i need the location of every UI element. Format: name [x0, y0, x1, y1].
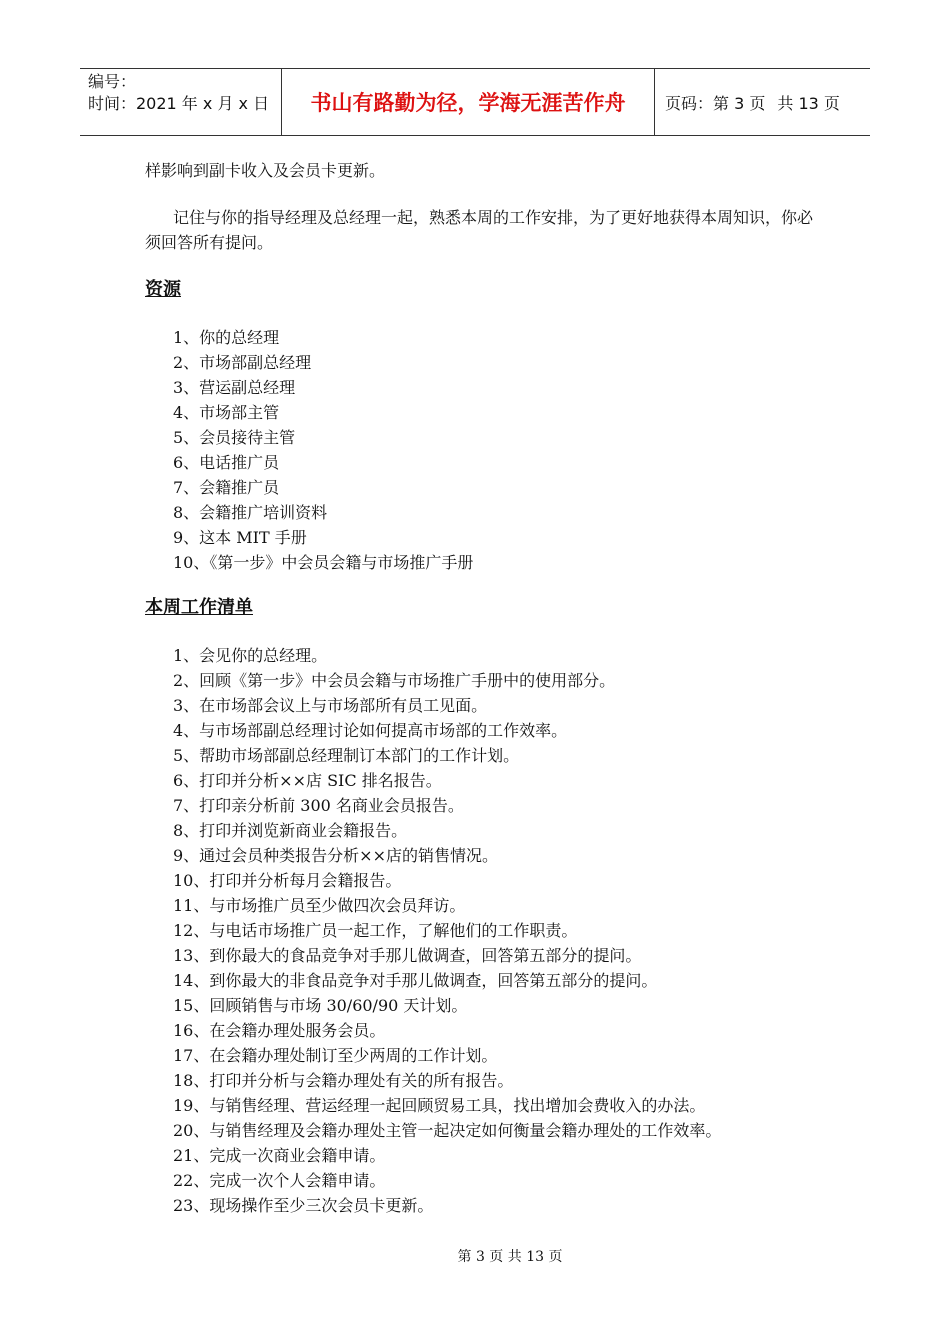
- list-item: 9、这本 MIT 手册: [173, 528, 307, 547]
- list-item: 3、营运副总经理: [173, 378, 296, 397]
- list-item: 9、通过会员种类报告分析××店的销售情况。: [173, 846, 498, 865]
- list-item: 17、在会籍办理处制订至少两周的工作计划。: [173, 1046, 498, 1065]
- checklist-list: [145, 643, 825, 1218]
- list-item: 10、打印并分析每月会籍报告。: [173, 871, 402, 890]
- page-header: [80, 68, 870, 136]
- list-item: 22、完成一次个人会籍申请。: [173, 1171, 386, 1190]
- list-item: 6、电话推广员: [173, 453, 280, 472]
- header-motto: 书山有路勤为径，学海无涯苦作舟: [282, 69, 655, 135]
- checklist-heading: 本周工作清单: [145, 597, 253, 618]
- list-item: 4、市场部主管: [173, 403, 280, 422]
- list-item: 1、会见你的总经理。: [173, 646, 328, 665]
- list-item: 4、与市场部副总经理讨论如何提高市场部的工作效率。: [173, 721, 568, 740]
- resources-heading: 资源: [145, 279, 181, 300]
- list-item: 11、与市场推广员至少做四次会员拜访。: [173, 896, 466, 915]
- header-number: 编号：: [88, 72, 137, 91]
- list-item: 2、回顾《第一步》中会员会籍与市场推广手册中的使用部分。: [173, 671, 616, 690]
- list-item: 12、与电话市场推广员一起工作，了解他们的工作职责。: [173, 921, 578, 940]
- list-item: 5、会员接待主管: [173, 428, 296, 447]
- list-item: 1、你的总经理: [173, 328, 280, 347]
- document-body: [145, 158, 825, 1238]
- list-item: 23、现场操作至少三次会员卡更新。: [173, 1196, 434, 1215]
- list-item: 2、市场部副总经理: [173, 353, 312, 372]
- header-page-number: 页码：第 3 页: [665, 93, 766, 113]
- list-item: 8、会籍推广培训资料: [173, 503, 328, 522]
- list-item: 21、完成一次商业会籍申请。: [173, 1146, 386, 1165]
- list-item: 7、会籍推广员: [173, 478, 280, 497]
- list-item: 18、打印并分析与会籍办理处有关的所有报告。: [173, 1071, 514, 1090]
- header-meta: [80, 69, 282, 135]
- list-item: 3、在市场部会议上与市场部所有员工见面。: [173, 696, 488, 715]
- list-item: 14、到你最大的非食品竞争对手那儿做调查，回答第五部分的提问。: [173, 971, 658, 990]
- list-item: 13、到你最大的食品竞争对手那儿做调查，回答第五部分的提问。: [173, 946, 642, 965]
- list-item: 5、帮助市场部副总经理制订本部门的工作计划。: [173, 746, 520, 765]
- paragraph-instruction: 记住与你的指导经理及总经理一起，熟悉本周的工作安排，为了更好地获得本周知识，你必须回答所有提问。: [145, 208, 814, 252]
- list-item: 19、与销售经理、营运经理一起回顾贸易工具，找出增加会费收入的办法。: [173, 1096, 706, 1115]
- resources-list: [145, 325, 825, 575]
- list-item: 7、打印亲分析前 300 名商业会员报告。: [173, 796, 464, 815]
- list-item: 15、回顾销售与市场 30/60/90 天计划。: [173, 996, 468, 1015]
- list-item: 20、与销售经理及会籍办理处主管一起决定如何衡量会籍办理处的工作效率。: [173, 1121, 722, 1140]
- header-page-total: 共 13 页: [777, 93, 840, 113]
- header-page-info: [655, 69, 870, 135]
- list-item: 6、打印并分析××店 SIC 排名报告。: [173, 771, 442, 790]
- list-item: 10、《第一步》中会员会籍与市场推广手册: [173, 553, 474, 572]
- paragraph-continuation: 样影响到副卡收入及会员卡更新。: [145, 161, 386, 180]
- header-date: 时间：2021 年 x 月 x 日: [88, 94, 270, 113]
- list-item: 16、在会籍办理处服务会员。: [173, 1021, 386, 1040]
- list-item: 8、打印并浏览新商业会籍报告。: [173, 821, 408, 840]
- page-footer: 第 3 页 共 13 页: [457, 1249, 563, 1265]
